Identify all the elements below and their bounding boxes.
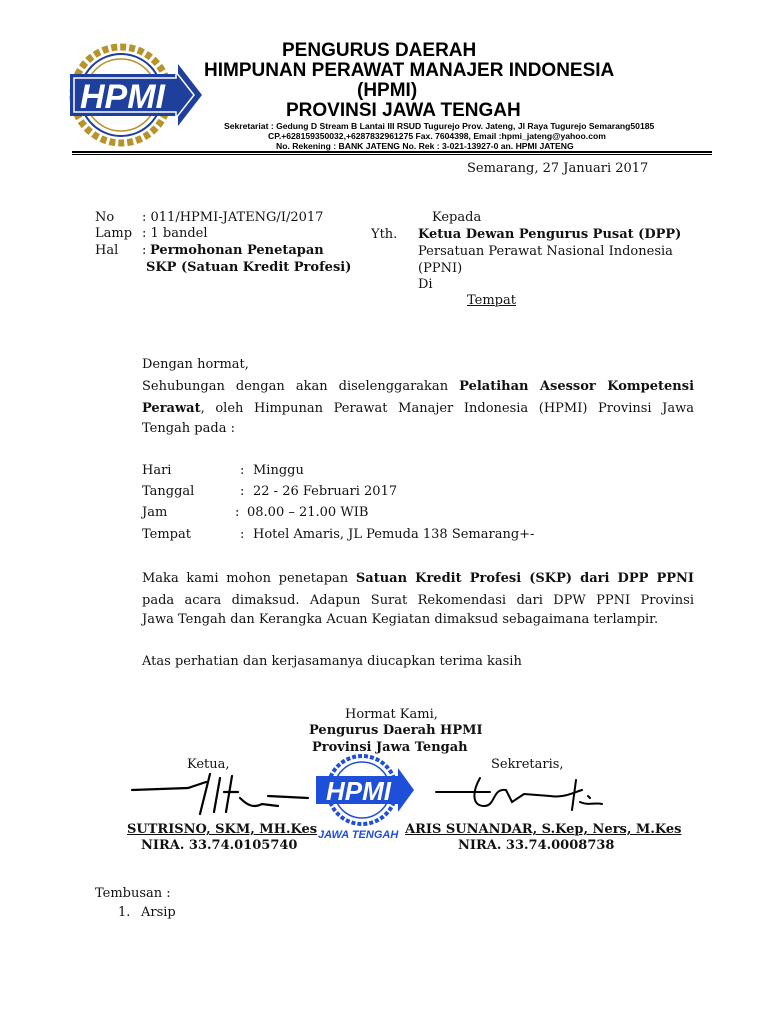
p1-text-a: Sehubungan dengan akan diselenggarakan — [142, 379, 460, 394]
header-line4: PROVINSI JAWA TENGAH — [286, 100, 521, 121]
paragraph-2-line-2: pada acara dimaksud. Adapun Surat Rekomendasi dari DPW PPNI Provinsi — [142, 593, 694, 608]
detail-sep: : — [240, 463, 245, 478]
closing-sentence: Atas perhatian dan kerjasamanya diucapkan terima kasih — [142, 654, 522, 669]
recipient-name: Ketua Dewan Pengurus Pusat (DPP) — [418, 227, 682, 242]
ketua-name: SUTRISNO, SKM, MH.Kes — [127, 822, 318, 837]
detail-label: Tempat — [142, 527, 191, 542]
detail-value: Hotel Amaris, JL Pemuda 138 Semarang+- — [253, 527, 535, 542]
header-line3: (HPMI) — [357, 80, 418, 101]
ketua-signature — [128, 768, 328, 820]
sekretaris-nira: NIRA. 33.74.0008738 — [458, 838, 615, 853]
hpmi-logo — [66, 42, 206, 148]
header-line1: PENGURUS DAERAH — [282, 40, 477, 61]
bank-line: No. Rekening : BANK JATENG No. Rek : 3-021-13927-0 an. HPMI JATENG — [276, 141, 574, 151]
ketua-nira: NIRA. 33.74.0105740 — [141, 838, 298, 853]
address-line: Sekretariat : Gedung D Stream B Lantai III RSUD Tugurejo Prov. Jateng, Jl Raya Tugurejo Semarang50185 — [224, 121, 655, 131]
no-value: : 011/HPMI-JATENG/I/2017 — [142, 210, 324, 225]
p1-highlight-b: Perawat — [142, 401, 201, 416]
p2-text-a: Maka kami mohon penetapan — [142, 571, 356, 586]
organization-stamp — [306, 752, 418, 842]
yth-label: Yth. — [371, 227, 398, 242]
header-divider-thick — [72, 151, 712, 153]
lamp-value: : 1 bandel — [142, 226, 208, 241]
org-line-2: Provinsi Jawa Tengah — [312, 740, 468, 755]
recipient-di: Di — [418, 277, 433, 292]
p2-highlight: Satuan Kredit Profesi (SKP) dari DPP PPNI — [355, 571, 694, 586]
lamp-label: Lamp — [95, 226, 133, 241]
detail-sep: : — [240, 484, 245, 499]
paragraph-1-line-3: Tengah pada : — [142, 421, 235, 436]
p1-text-d: , oleh Himpunan Perawat Manajer Indonesia (HPMI) Provinsi Jawa — [200, 401, 694, 416]
paragraph-2-line-1 — [142, 568, 694, 589]
detail-sep: : — [235, 505, 240, 520]
recipient-place: Tempat — [467, 293, 516, 308]
recipient-org: Persatuan Perawat Nasional Indonesia — [418, 244, 673, 259]
stamp-caption: JAWA TENGAH — [318, 829, 399, 841]
no-label: No — [95, 210, 115, 225]
org-line-1: Pengurus Daerah HPMI — [309, 723, 483, 738]
header-line2: HIMPUNAN PERAWAT MANAJER INDONESIA — [204, 60, 615, 81]
hal-value-1: Permohonan Penetapan — [150, 243, 324, 258]
stamp-text: HPMI — [326, 776, 391, 806]
header-divider-thin — [72, 154, 712, 155]
sekretaris-label: Sekretaris, — [491, 757, 564, 772]
recipient-abbr: (PPNI) — [418, 261, 463, 276]
ketua-label: Ketua, — [187, 757, 230, 772]
detail-sep: : — [240, 527, 245, 542]
tembusan-item-text: Arsip — [141, 905, 176, 920]
hal-label: Hal — [95, 243, 119, 258]
paragraph-1-line-2 — [142, 398, 694, 419]
detail-label: Tanggal — [142, 484, 195, 499]
contact-line: CP.+628159350032,+6287832961275 Fax. 7604398, Email :hpmi_jateng@yahoo.com — [268, 131, 606, 141]
hormat-kami: Hormat Kami, — [345, 707, 438, 722]
letter-date: Semarang, 27 Januari 2017 — [467, 161, 649, 176]
paragraph-2-line-3: Jawa Tengah dan Kerangka Acuan Kegiatan dimaksud sebagaimana terlampir. — [142, 612, 659, 627]
detail-label: Jam — [142, 505, 168, 520]
detail-value: Minggu — [253, 463, 304, 478]
sekretaris-signature — [432, 772, 608, 820]
tembusan-label: Tembusan : — [95, 886, 171, 901]
detail-value: 08.00 – 21.00 WIB — [247, 505, 369, 520]
hal-value-2: SKP (Satuan Kredit Profesi) — [146, 260, 352, 275]
detail-value: 22 - 26 Februari 2017 — [253, 484, 398, 499]
logo-text: HPMI — [80, 78, 165, 116]
detail-label: Hari — [142, 463, 172, 478]
paragraph-1-line-1 — [142, 376, 694, 397]
kepada-label: Kepada — [432, 210, 482, 225]
sekretaris-name: ARIS SUNANDAR, S.Kep, Ners, M.Kes — [405, 822, 682, 837]
greeting: Dengan hormat, — [142, 357, 249, 372]
hal-colon: : — [142, 243, 147, 258]
p1-highlight-a: Pelatihan Asessor Kompetensi — [459, 379, 695, 394]
tembusan-item-number: 1. — [118, 905, 131, 920]
